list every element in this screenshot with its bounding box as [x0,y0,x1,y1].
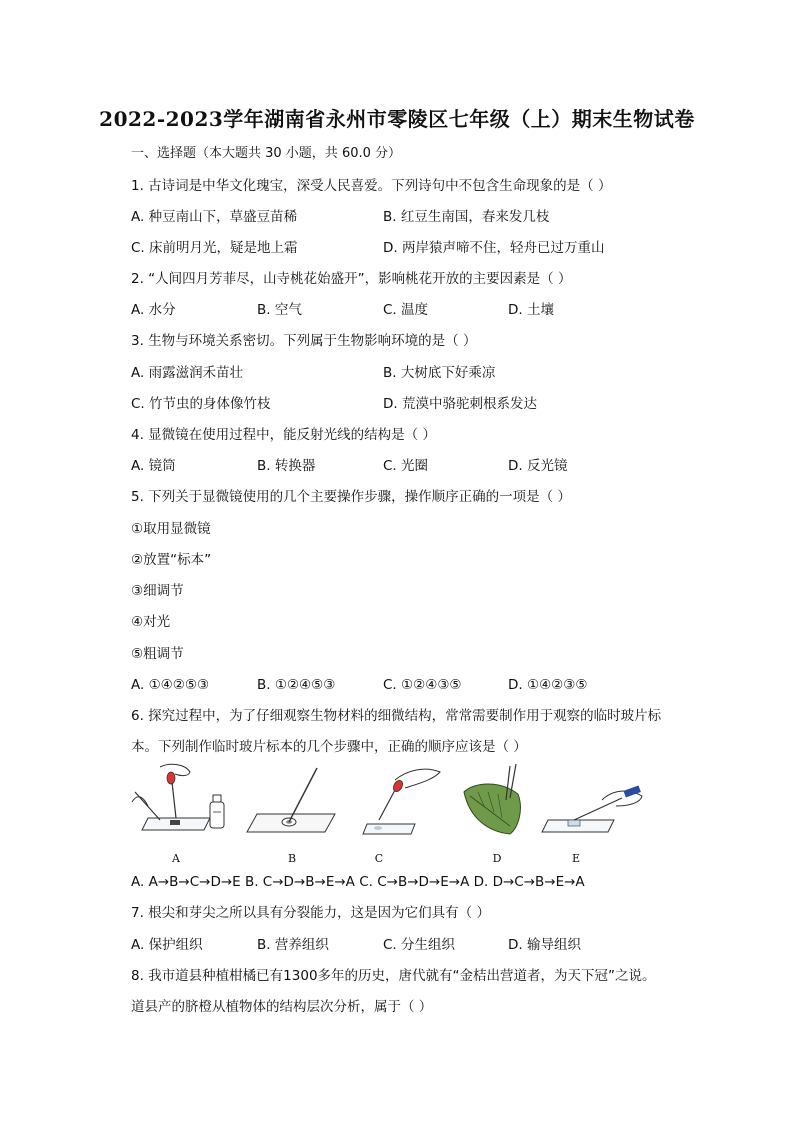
question-6-options: A. A→B→C→D→E B. C→D→B→E→A C. C→B→D→E→A D. D→C→B→E→A [131,874,585,890]
figure-e-label: E [571,852,581,865]
question-3-option-b: B. 大树底下好乘凉 [383,365,496,381]
question-1-option-c: C. 床前明月光，疑是地上霜 [131,240,298,256]
question-2-option-b: B. 空气 [257,302,302,318]
question-5-step-3: ③细调节 [131,583,184,599]
question-7-option-d: D. 输导组织 [508,937,581,953]
question-2-option-d: D. 土壤 [508,302,554,318]
question-1-option-d: D. 两岸猿声啼不住，轻舟已过万重山 [383,240,605,256]
question-5-step-4: ④对光 [131,614,171,630]
question-8-stem-line-1: 8. 我市道县种植柑橘已有1300多年的历史，唐代就有“金桔出营道者，为天下冠”之说。 [131,968,656,984]
figure-c-label: C [374,852,384,865]
question-6-stem-line-1: 6. 探究过程中，为了仔细观察生物材料的细微结构，常常需要制作用于观察的临时玻片标 [131,708,662,724]
question-6-stem-line-2: 本。下列制作临时玻片标本的几个步骤中，正确的顺序应该是（ ） [131,739,527,755]
question-4-option-d: D. 反光镜 [508,458,568,474]
section-heading: 一、选择题（本大题共 30 小题，共 60.0 分） [131,146,402,161]
figure-b-label: B [287,852,297,865]
figure-b-drawing [245,762,345,842]
question-1-option-a: A. 种豆南山下，草盛豆苗稀 [131,209,298,225]
question-5-step-1: ①取用显微镜 [131,521,211,537]
question-4-stem: 4. 显微镜在使用过程中，能反射光线的结构是（ ） [131,427,436,443]
figure-d-label: D [492,852,502,865]
figure-a-drawing [130,762,230,842]
question-5-stem: 5. 下列关于显微镜使用的几个主要操作步骤，操作顺序正确的一项是（ ） [131,489,571,505]
question-2-option-c: C. 温度 [383,302,429,318]
question-3-option-d: D. 荒漠中骆驼刺根系发达 [383,396,537,412]
question-1-option-b: B. 红豆生南国，春来发几枝 [383,209,550,225]
question-2-option-a: A. 水分 [131,302,176,318]
question-4-option-b: B. 转换器 [257,458,316,474]
question-7-option-b: B. 营养组织 [257,937,329,953]
question-5-step-5: ⑤粗调节 [131,646,184,662]
question-4-option-c: C. 光圈 [383,458,429,474]
question-5-option-b: B. ①②④⑤③ [257,677,336,693]
exam-title: 2022-2023学年湖南省永州市零陵区七年级（上）期末生物试卷 [99,107,695,131]
question-3-stem: 3. 生物与环境关系密切。下列属于生物影响环境的是（ ） [131,333,477,349]
question-5-option-a: A. ①④②⑤③ [131,677,210,693]
question-5-option-c: C. ①②④③⑤ [383,677,462,693]
figure-e-drawing [540,762,650,842]
question-5-step-2: ②放置“标本” [131,552,212,568]
slide-preparation-figures [130,762,650,872]
figure-a-label: A [172,852,180,865]
question-5-option-d: D. ①④②③⑤ [508,677,588,693]
question-7-option-a: A. 保护组织 [131,937,203,953]
question-4-option-a: A. 镜筒 [131,458,176,474]
question-2-stem: 2. “人间四月芳菲尽，山寺桃花始盛开”，影响桃花开放的主要因素是（ ） [131,271,572,287]
question-7-option-c: C. 分生组织 [383,937,456,953]
question-8-stem-line-2: 道县产的脐橙从植物体的结构层次分析，属于（ ） [131,999,433,1015]
figure-c-drawing [345,762,445,842]
question-1-stem: 1. 古诗词是中华文化瑰宝，深受人民喜爱。下列诗句中不包含生命现象的是（ ） [131,178,612,194]
question-7-stem: 7. 根尖和芽尖之所以具有分裂能力，这是因为它们具有（ ） [131,905,490,921]
question-3-option-c: C. 竹节虫的身体像竹枝 [131,396,271,412]
question-3-option-a: A. 雨露滋润禾苗壮 [131,365,244,381]
